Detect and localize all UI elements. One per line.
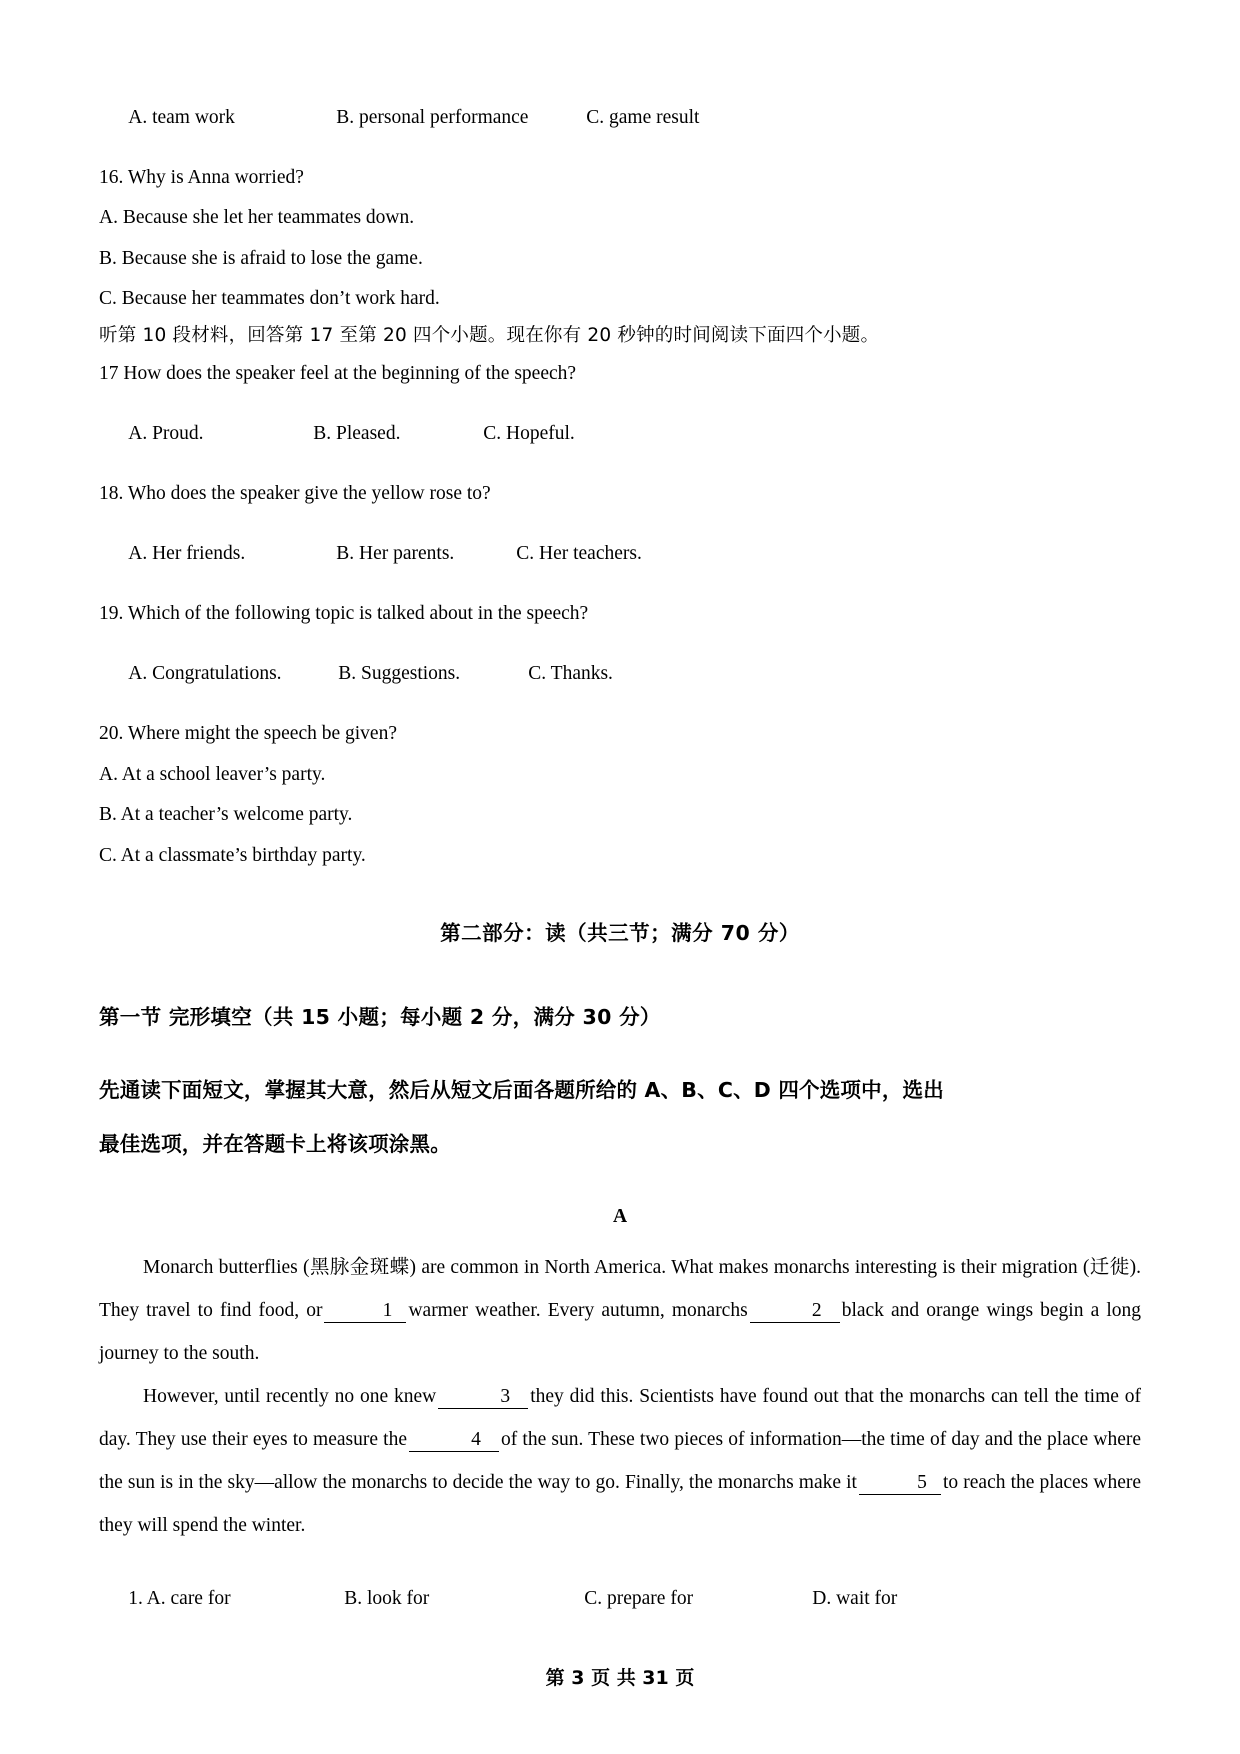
paragraph-2-text-3: of the sun. These two pieces of information—the time of day and the place where the sun is in the sky—allow the monarchs to decide the way to go. Finally, the monarchs make it xyxy=(99,1429,1141,1493)
question-20-option-b[interactable]: B. At a teacher’s welcome party. xyxy=(99,804,353,825)
option-c[interactable]: C. Her teachers. xyxy=(516,543,642,564)
cloze-instructions xyxy=(99,1080,1141,1154)
option-a[interactable]: A. Proud. xyxy=(128,423,204,444)
cloze-blank-1[interactable]: 1 xyxy=(324,1301,406,1323)
option-b[interactable]: B. personal performance xyxy=(336,106,529,128)
question-20-option-c[interactable]: C. At a classmate’s birthday party. xyxy=(99,844,366,866)
cloze-blank-3[interactable]: 3 xyxy=(438,1387,528,1409)
option-a[interactable]: A. Her friends. xyxy=(128,543,246,564)
cloze-instructions-line1: 先通读下面短文，掌握其大意，然后从短文后面各题所给的 A、B、C、D 四个选项中，选出 xyxy=(99,1078,944,1102)
question-17-stem: 17 How does the speaker feel at the beginning of the speech? xyxy=(99,363,577,384)
option-b[interactable]: B. Suggestions. xyxy=(338,663,461,684)
choice-b[interactable]: B. look for xyxy=(344,1587,430,1609)
question-15-options xyxy=(99,88,1141,147)
cloze-blank-5[interactable]: 5 xyxy=(859,1473,941,1495)
part-two-heading: 第二部分：读（共三节；满分 70 分） xyxy=(440,921,800,945)
question-20-option-a[interactable]: A. At a school leaver’s party. xyxy=(99,763,326,785)
question-19-stem: 19. Which of the following topic is talked about in the speech? xyxy=(99,603,589,624)
question-16-option-c[interactable]: C. Because her teammates don’t work hard. xyxy=(99,288,440,309)
option-a[interactable]: A. Congratulations. xyxy=(128,663,282,684)
choice-d[interactable]: D. wait for xyxy=(812,1587,898,1609)
section-one-heading: 第一节 完形填空（共 15 小题；每小题 2 分，满分 30 分） xyxy=(99,1005,661,1029)
question-18-options xyxy=(99,525,1141,584)
question-19-options xyxy=(99,645,1141,704)
paragraph-1-text-2: warmer weather. Every autumn, monarchs xyxy=(408,1300,748,1321)
option-c[interactable]: C. game result xyxy=(586,106,700,128)
passage-paragraph-1 xyxy=(99,1246,1141,1375)
option-c[interactable]: C. Hopeful. xyxy=(483,423,575,444)
question-16-option-a[interactable]: A. Because she let her teammates down. xyxy=(99,207,415,228)
paragraph-1-text-1: Monarch butterflies (黑脉金斑蝶) are common in North America. What makes monarchs interesting is their migration (迁徙). They travel to find food, or xyxy=(99,1257,1141,1321)
question-16-stem: 16. Why is Anna worried? xyxy=(99,166,304,188)
question-18-stem: 18. Who does the speaker give the yellow rose to? xyxy=(99,483,491,504)
cloze-blank-2[interactable]: 2 xyxy=(750,1301,840,1323)
question-17-options xyxy=(99,405,1141,464)
question-1-choices xyxy=(99,1569,1141,1628)
question-16-option-b[interactable]: B. Because she is afraid to lose the game. xyxy=(99,247,423,269)
paragraph-2-text-4: to reach the places where they will spend the winter. xyxy=(99,1472,1141,1536)
paragraph-2-text-1: However, until recently no one knew xyxy=(143,1386,437,1407)
option-a[interactable]: A. team work xyxy=(128,106,235,128)
cloze-blank-4[interactable]: 4 xyxy=(409,1430,499,1452)
option-c[interactable]: C. Thanks. xyxy=(528,663,613,684)
passage-label-a: A xyxy=(612,1206,628,1227)
page-content xyxy=(99,88,1141,1628)
choice-a[interactable]: 1. A. care for xyxy=(128,1587,231,1609)
paragraph-2-text-2: they did this. Scientists have found out that the monarchs can tell the time of day. They use their eyes to measure the xyxy=(99,1386,1141,1450)
listening-direction-10: 听第 10 段材料，回答第 17 至第 20 四个小题。现在你有 20 秒钟的时间阅读下面四个小题。 xyxy=(99,324,880,346)
question-20-stem: 20. Where might the speech be given? xyxy=(99,723,397,744)
page-footer: 第 3 页 共 31 页 xyxy=(545,1667,695,1689)
choice-c[interactable]: C. prepare for xyxy=(584,1587,694,1609)
cloze-instructions-line2: 最佳选项，并在答题卡上将该项涂黑。 xyxy=(99,1131,451,1156)
passage-paragraph-2 xyxy=(99,1375,1141,1547)
option-b[interactable]: B. Pleased. xyxy=(313,423,401,444)
paragraph-1-text-3: black and orange wings begin a long journey to the south. xyxy=(99,1300,1142,1364)
option-b[interactable]: B. Her parents. xyxy=(336,543,455,564)
